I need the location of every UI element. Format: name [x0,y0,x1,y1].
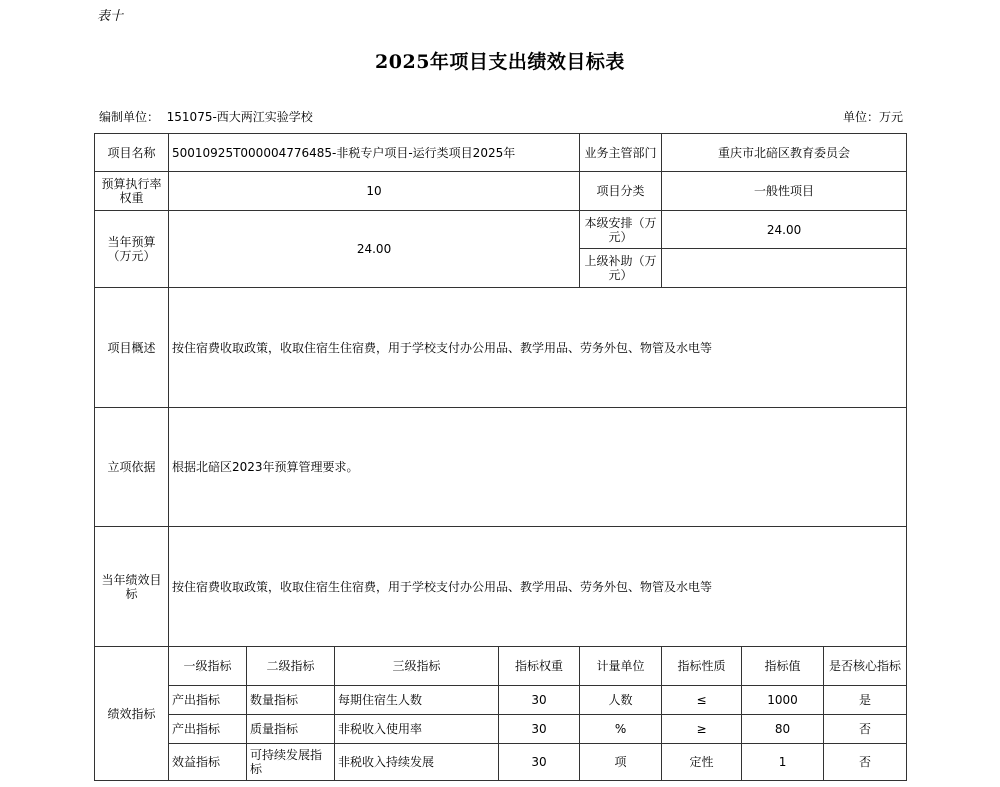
table-cell: 人数 [580,686,662,715]
indicators-section-label: 绩效指标 [95,647,169,781]
project-name-label: 项目名称 [95,134,169,172]
category-value: 一般性项目 [662,172,907,211]
org-line [99,108,313,125]
basis-label: 立项依据 [95,408,169,527]
upper-funding-label: 上级补助（万元） [580,249,662,288]
budget-value: 24.00 [169,211,580,288]
table-cell: 30 [499,686,580,715]
table-cell: 否 [824,715,907,744]
table-cell: 质量指标 [247,715,335,744]
column-header: 是否核心指标 [824,647,907,686]
table-cell: 30 [499,744,580,781]
table-cell: 产出指标 [169,715,247,744]
overview-label: 项目概述 [95,288,169,408]
upper-funding-value [662,249,907,288]
local-funding-label: 本级安排（万元） [580,211,662,249]
column-header: 三级指标 [335,647,499,686]
table-cell: 非税收入持续发展 [335,744,499,781]
dept-value: 重庆市北碚区教育委员会 [662,134,907,172]
table-number-label: 表十 [97,9,124,24]
page-title: 2025年项目支出绩效目标表 [375,51,625,73]
table-cell: 项 [580,744,662,781]
table-cell: ≤ [662,686,742,715]
table-row [95,686,907,715]
column-header: 指标权重 [499,647,580,686]
performance-target-table [94,133,907,781]
column-header: 二级指标 [247,647,335,686]
table-cell: 数量指标 [247,686,335,715]
table-cell: 80 [742,715,824,744]
budget-label: 当年预算（万元） [95,211,169,288]
table-cell: 是 [824,686,907,715]
table-cell: 30 [499,715,580,744]
column-header: 一级指标 [169,647,247,686]
weight-label: 预算执行率权重 [95,172,169,211]
unit-label: 单位：万元 [842,110,903,124]
table-cell: 非税收入使用率 [335,715,499,744]
local-funding-value: 24.00 [662,211,907,249]
basis-value: 根据北碚区2023年预算管理要求。 [169,408,907,527]
table-cell: ≥ [662,715,742,744]
table-cell: 产出指标 [169,686,247,715]
table-cell: 定性 [662,744,742,781]
column-header: 指标性质 [662,647,742,686]
annual-goal-value: 按住宿费收取政策，收取住宿生住宿费，用于学校支付办公用品、教学用品、劳务外包、物管及水电等 [169,527,907,647]
table-cell: % [580,715,662,744]
annual-goal-label: 当年绩效目标 [95,527,169,647]
table-row [95,715,907,744]
table-cell: 可持续发展指标 [247,744,335,781]
table-cell: 1000 [742,686,824,715]
table-cell: 1 [742,744,824,781]
category-label: 项目分类 [580,172,662,211]
table-row [95,744,907,781]
org-label: 编制单位： [99,110,160,124]
org-value: 151075-西大两江实验学校 [166,110,313,124]
overview-value: 按住宿费收取政策，收取住宿生住宿费，用于学校支付办公用品、教学用品、劳务外包、物管及水电等 [169,288,907,408]
column-header: 计量单位 [580,647,662,686]
table-cell: 每期住宿生人数 [335,686,499,715]
column-header: 指标值 [742,647,824,686]
project-name-value: 50010925T000004776485-非税专户项目-运行类项目2025年 [169,134,580,172]
dept-label: 业务主管部门 [580,134,662,172]
table-cell: 效益指标 [169,744,247,781]
weight-value: 10 [169,172,580,211]
table-cell: 否 [824,744,907,781]
